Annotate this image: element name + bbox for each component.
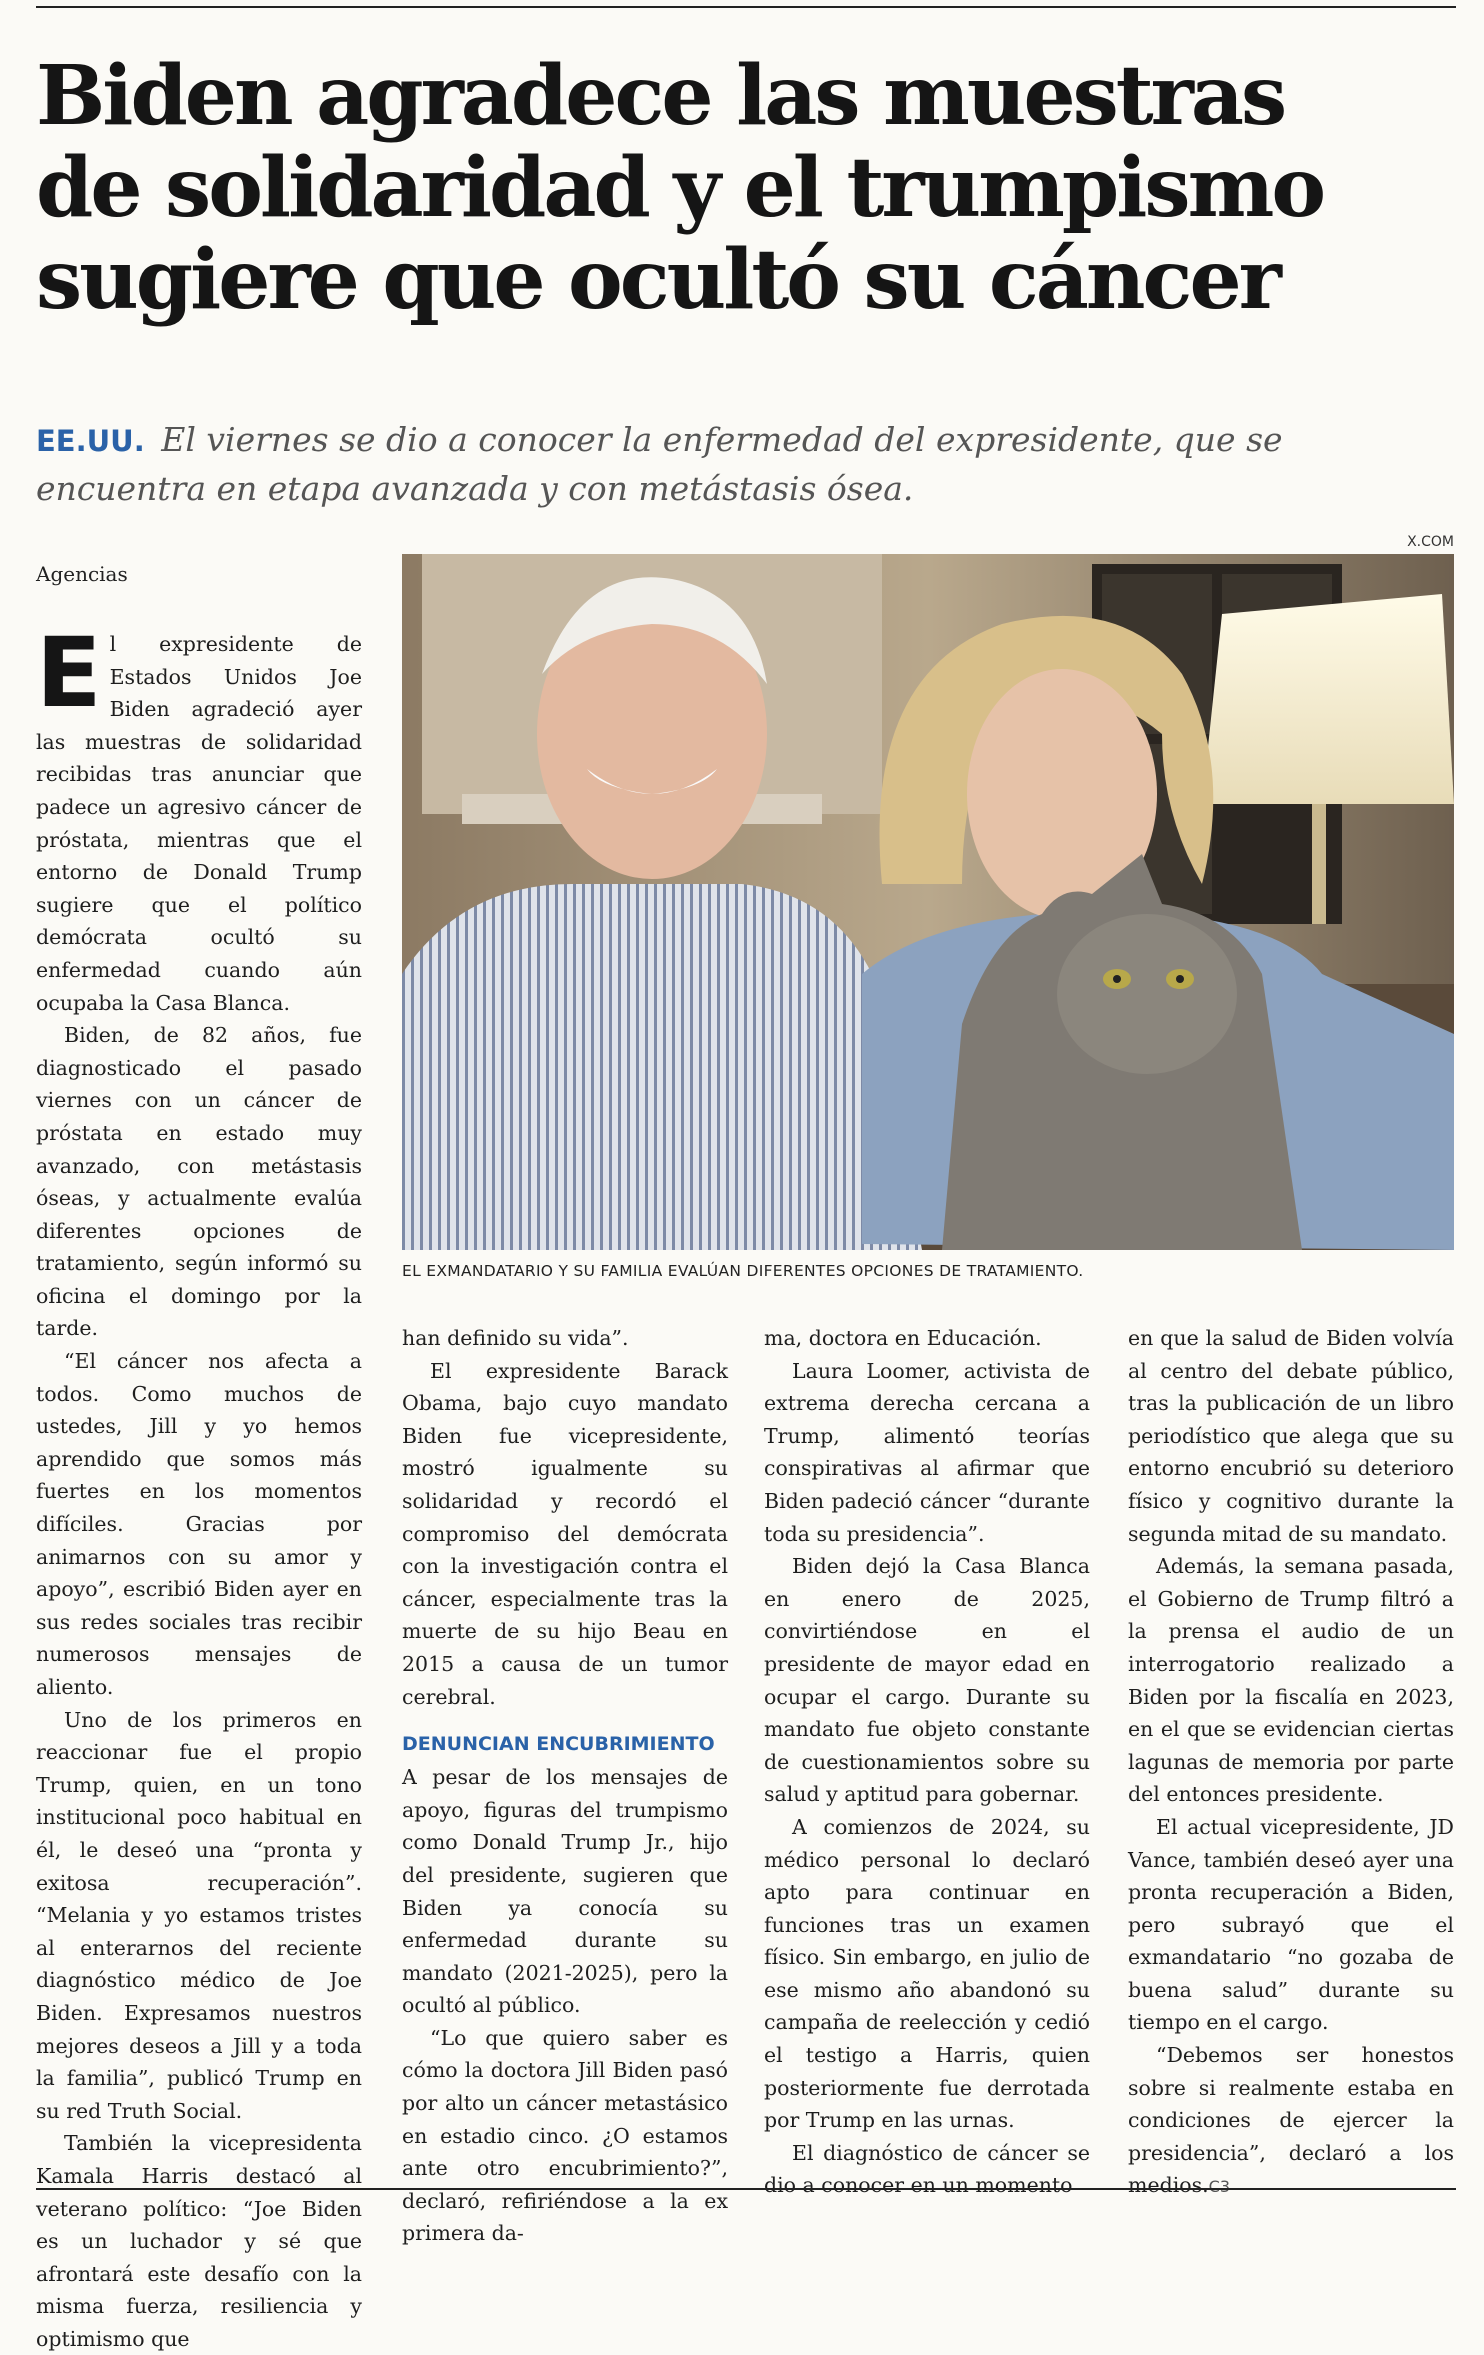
paragraph-11: Laura Loomer, activista de extrema derecha cercana a Trump, alimentó teorías conspirativas al afirmar que Biden padeció cáncer “durante toda su presidencia”. bbox=[764, 1358, 1090, 1546]
section-tag: EE.UU. bbox=[36, 424, 145, 458]
article-column-3 bbox=[764, 1322, 1090, 2202]
headline-line-1: Biden agradece las muestras bbox=[36, 48, 1285, 144]
deck bbox=[36, 416, 1456, 513]
paragraph-16: Además, la semana pasada, el Gobierno de Trump filtró a la prensa el audio de un interrogatorio realizado a Biden por la fiscalía en 2023, en el que se evidencian ciertas lagunas de memoria por parte del entonces presidente. bbox=[1128, 1554, 1454, 1807]
paragraph-4: Uno de los primeros en reaccionar fue el propio Trump, quien, en un tono institucional poco habitual en él, le deseó una “pronta y exitosa recuperación”. “Melania y yo estamos tristes al enterarnos del reciente diagnóstico médico de Joe Biden. Expresamos nuestros mejores deseos a Jill y a toda la familia”, publicó Trump en su red Truth Social. bbox=[36, 1707, 362, 2123]
paragraph-18: “Debemos ser honestos sobre si realmente estaba en condiciones de ejercer la presidencia”, declaró a los medios.C3 bbox=[1128, 2043, 1454, 2198]
drop-cap: E bbox=[36, 617, 102, 729]
paragraph-7: El expresidente Barack Obama, bajo cuyo mandato Biden fue vicepresidente, mostró igualmente su solidaridad y recordó el compromiso del demócrata con la investigación contra el cáncer, especialmente tras la muerte de su hijo Beau en 2015 a causa de un tumor cerebral. bbox=[402, 1358, 728, 1709]
headline-line-2: de solidaridad y el trumpismo bbox=[36, 140, 1324, 236]
paragraph-14: El diagnóstico de cáncer se dio a conocer en un momento bbox=[764, 2140, 1090, 2198]
paragraph-17: El actual vicepresidente, JD Vance, también deseó ayer una pronta recuperación a Biden, pero subrayó que el exmandatario “no gozaba de buena salud” durante su tiempo en el cargo. bbox=[1128, 1814, 1454, 2035]
deck-text: El viernes se dio a conocer la enfermedad del expresidente, que se encuentra en etapa avanzada y con metástasis ósea. bbox=[36, 420, 1283, 508]
photo-caption: EL EXMANDATARIO Y SU FAMILIA EVALÚAN DIFERENTES OPCIONES DE TRATAMIENTO. bbox=[402, 1262, 1084, 1280]
byline: Agencias bbox=[36, 562, 128, 586]
article-column-4 bbox=[1128, 1322, 1454, 2204]
paragraph-1: El expresidente de Estados Unidos Joe Biden agradeció ayer las muestras de solidaridad recibidas tras anunciar que padece un agresivo cáncer de próstata, mientras que el entorno de Donald Trump sugiere que el político demócrata ocultó su enfermedad cuando aún ocupaba la Casa Blanca. bbox=[36, 617, 362, 1015]
paragraph-3: “El cáncer nos afecta a todos. Como muchos de ustedes, Jill y yo hemos aprendido que somos más fuertes en los momentos difíciles. Gracias por animarnos con su amor y apoyo”, escribió Biden ayer en sus redes sociales tras recibir numerosos mensajes de aliento. bbox=[36, 1349, 362, 1699]
top-rule bbox=[36, 6, 1456, 8]
article-photo bbox=[402, 554, 1454, 1250]
end-mark: C3 bbox=[1208, 2177, 1230, 2197]
paragraph-12: Biden dejó la Casa Blanca en enero de 2025, convirtiéndose en el presidente de mayor edad en ocupar el cargo. Durante su mandato fue objeto constante de cuestionamientos sobre su salud y aptitud para gobernar. bbox=[764, 1554, 1090, 1807]
paragraph-10: ma, doctora en Educación. bbox=[764, 1326, 1042, 1350]
headline-line-3: sugiere que ocultó su cáncer bbox=[36, 232, 1279, 328]
paragraph-13: A comienzos de 2024, su médico personal lo declaró apto para continuar en funciones tras un examen físico. Sin embargo, en julio de ese mismo año abandonó su campaña de reelección y cedió el testigo a Harris, quien posteriormente fue derrotada por Trump en las urnas. bbox=[764, 1814, 1090, 2133]
bottom-rule bbox=[36, 2188, 1456, 2190]
paragraph-8: A pesar de los mensajes de apoyo, figuras del trumpismo como Donald Trump Jr., hijo del presidente, sugieren que Biden ya conocía su enfermedad durante su mandato (2021-2025), pero la ocultó al público. bbox=[402, 1765, 728, 2018]
paragraph-5: También la vicepresidenta Kamala Harris destacó al veterano político: “Joe Biden es un luchador y sé que afrontará este desafío con la misma fuerza, resiliencia y optimismo que bbox=[36, 2131, 362, 2351]
article-column-2 bbox=[402, 1322, 728, 2250]
paragraph-9: “Lo que quiero saber es cómo la doctora Jill Biden pasó por alto un cáncer metastásico en estadio cinco. ¿O estamos ante otro encubrimiento?”, declaró, refiriéndose a la ex primera da- bbox=[402, 2025, 728, 2246]
paragraph-2: Biden, de 82 años, fue diagnosticado el pasado viernes con un cáncer de próstata en estado muy avanzado, con metástasis óseas, y actualmente evalúa diferentes opciones de tratamiento, según informó su oficina el domingo por la tarde. bbox=[36, 1023, 362, 1341]
photo-illustration bbox=[402, 554, 1454, 1250]
article-column-1 bbox=[36, 617, 362, 2355]
paragraph-15: en que la salud de Biden volvía al centro del debate público, tras la publicación de un libro periodístico que alega que su entorno encubrió su deterioro físico y cognitivo durante la segunda mitad de su mandato. bbox=[1128, 1326, 1454, 1546]
paragraph-6: han definido su vida”. bbox=[402, 1326, 629, 1350]
subhead: DENUNCIAN ENCUBRIMIENTO bbox=[402, 1733, 715, 1756]
headline bbox=[36, 50, 1456, 326]
photo-credit: X.COM bbox=[1407, 534, 1454, 550]
